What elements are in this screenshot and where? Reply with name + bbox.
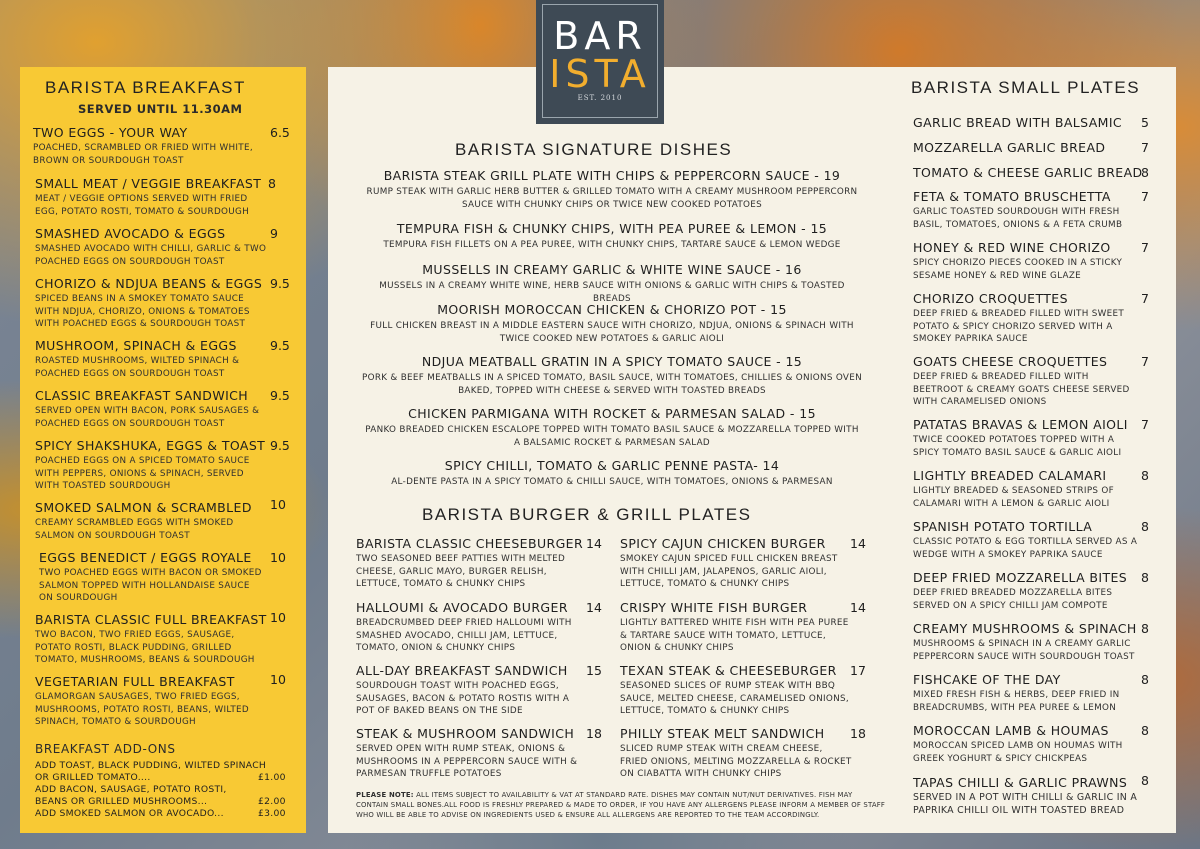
breakfast-item-price: 10 — [270, 497, 286, 512]
small-item-desc: GARLIC TOASTED SOURDOUGH WITH FRESH BASIL, TOMATOES, ONIONS & A FETA CRUMB — [913, 207, 1123, 230]
breakfast-item-desc: MEAT / VEGGIE OPTIONS SERVED WITH FRIED EGG, POTATO ROSTI, TOMATO & SOURDOUGH — [35, 194, 250, 217]
signature-item-name: SPICY CHILLI, TOMATO & GARLIC PENNE PASTA- 14 — [444, 458, 780, 473]
breakfast-item-desc: SMASHED AVOCADO WITH CHILLI, GARLIC & TWO POACHED EGGS ON SOURDOUGH TOAST — [35, 244, 267, 267]
breakfast-item-price: 9.5 — [270, 438, 290, 453]
addon-line: ADD BACON, SAUSAGE, POTATO ROSTI, — [35, 784, 227, 795]
signature-item-desc: PANKO BREADED CHICKEN ESCALOPE TOPPED WITH TOMATO BASIL SAUCE & MOZZARELLA TOPPED WITH A BALSAMIC ROCKET & PARMESAN SALAD — [365, 425, 859, 448]
breakfast-item-name: CLASSIC BREAKFAST SANDWICH — [35, 388, 249, 403]
signature-title: BARISTA SIGNATURE DISHES — [455, 140, 733, 159]
addons-title: BREAKFAST ADD-ONS — [35, 742, 176, 756]
burger-item-name: BARISTA CLASSIC CHEESEBURGER — [356, 536, 584, 551]
small-item-name: TOMATO & CHEESE GARLIC BREAD — [913, 165, 1143, 180]
breakfast-item-name: CHORIZO & NDJUA BEANS & EGGS — [35, 276, 263, 291]
breakfast-item-name: BARISTA CLASSIC FULL BREAKFAST — [35, 612, 267, 627]
signature-item-desc: AL-DENTE PASTA IN A SPICY TOMATO & CHILLI SAUCE, WITH TOMATOES, ONIONS & PARMESAN — [391, 477, 833, 487]
small-item-desc: DEEP FRIED BREADED MOZZARELLA BITES SERVED ON A SPICY CHILLI JAM COMPOTE — [913, 588, 1113, 611]
small-item-name: MOROCCAN LAMB & HOUMAS — [913, 723, 1109, 738]
breakfast-item-price: 8 — [268, 176, 276, 191]
burger-item-desc: SMOKEY CAJUN SPICED FULL CHICKEN BREAST WITH CHILLI JAM, JALAPENOS, GARLIC AIOLI, LETTUCE, TOMATO & CHUNKY CHIPS — [620, 554, 838, 590]
burger-item-desc: SOURDOUGH TOAST WITH POACHED EGGS, SAUSAGES, BACON & POTATO ROSTIS WITH A POT OF BAKED BEANS ON THE SIDE — [356, 681, 570, 717]
breakfast-item-desc: SERVED OPEN WITH BACON, PORK SAUSAGES & POACHED EGGS ON SOURDOUGH TOAST — [35, 406, 260, 429]
burger-item-name: PHILLY STEAK MELT SANDWICH — [620, 726, 825, 741]
small-item-price: 7 — [1141, 354, 1149, 369]
small-item-name: MOZZARELLA GARLIC BREAD — [913, 140, 1106, 155]
burger-item-desc: BREADCRUMBED DEEP FRIED HALLOUMI WITH SMASHED AVOCADO, CHILLI JAM, LETTUCE, TOMATO, ONION & CHUNKY CHIPS — [356, 618, 572, 654]
small-item-price: 7 — [1141, 291, 1149, 306]
burger-item-price: 14 — [586, 600, 602, 615]
breakfast-item-price: 9.5 — [270, 276, 290, 291]
small-item-desc: MUSHROOMS & SPINACH IN A CREAMY GARLIC PEPPERCORN SAUCE WITH SOURDOUGH TOAST — [913, 639, 1135, 662]
signature-item-desc: PORK & BEEF MEATBALLS IN A SPICED TOMATO, BASIL SAUCE, WITH TOMATOES, CHILLIES & ONIONS OVEN BAKED, TOPPED WITH CHEESE & SERVED WITH TOASTED BREADS — [362, 373, 862, 396]
signature-item-name: MUSSELLS IN CREAMY GARLIC & WHITE WINE SAUCE - 16 — [422, 262, 802, 277]
small-item-name: CREAMY MUSHROOMS & SPINACH — [913, 621, 1137, 636]
signature-item-desc: RUMP STEAK WITH GARLIC HERB BUTTER & GRILLED TOMATO WITH A CREAMY MUSHROOM PEPPERCORN SAUCE WITH CHUNKY CHIPS OR TWICE NEW COOKED POTATOES — [366, 187, 858, 210]
small-item-desc: SPICY CHORIZO PIECES COOKED IN A STICKY SESAME HONEY & RED WINE GLAZE — [913, 258, 1123, 281]
signature-item-name: TEMPURA FISH & CHUNKY CHIPS, WITH PEA PUREE & LEMON - 15 — [396, 221, 828, 236]
small-item-price: 7 — [1141, 240, 1149, 255]
small-item-name: LIGHTLY BREADED CALAMARI — [913, 468, 1107, 483]
small-item-price: 8 — [1141, 723, 1149, 738]
addon-line: ADD TOAST, BLACK PUDDING, WILTED SPINACH — [35, 760, 267, 771]
breakfast-item-price: 9.5 — [270, 388, 290, 403]
burger-item-price: 14 — [850, 536, 866, 551]
small-item-price: 5 — [1141, 115, 1149, 130]
small-item-desc: MIXED FRESH FISH & HERBS, DEEP FRIED IN BREADCRUMBS, WITH PEA PUREE & LEMON — [913, 690, 1120, 713]
breakfast-item-price: 6.5 — [270, 125, 290, 140]
breakfast-item-desc: POACHED EGGS ON A SPICED TOMATO SAUCE WITH PEPPERS, ONIONS & SPINACH, SERVED WITH TOASTED SOURDOUGH — [35, 456, 250, 492]
small-item-price: 8 — [1141, 773, 1149, 788]
logo-est: EST. 2010 — [577, 94, 623, 102]
breakfast-item-desc: TWO POACHED EGGS WITH BACON OR SMOKED SALMON TOPPED WITH HOLLANDAISE SAUCE ON SOURDOUGH — [39, 568, 262, 604]
breakfast-item-price: 9 — [270, 226, 278, 241]
breakfast-item-name: SMALL MEAT / VEGGIE BREAKFAST — [35, 176, 262, 191]
signature-item-name: BARISTA STEAK GRILL PLATE WITH CHIPS & PEPPERCORN SAUCE - 19 — [383, 168, 841, 183]
small-item-desc: LIGHTLY BREADED & SEASONED STRIPS OF CALAMARI WITH A LEMON & GARLIC AIOLI — [913, 486, 1114, 509]
burger-item-price: 14 — [850, 600, 866, 615]
burger-item-name: STEAK & MUSHROOM SANDWICH — [356, 726, 575, 741]
burger-item-name: TEXAN STEAK & CHEESEBURGER — [620, 663, 837, 678]
addon-line: ADD SMOKED SALMON OR AVOCADO... — [35, 808, 224, 819]
burger-item-desc: SERVED OPEN WITH RUMP STEAK, ONIONS & MUSHROOMS IN A PEPPERCORN SAUCE WITH & PARMESAN TRUFFLE POTATOES — [356, 744, 578, 780]
burger-item-price: 18 — [850, 726, 866, 741]
signature-item-name: MOORISH MOROCCAN CHICKEN & CHORIZO POT - 15 — [437, 302, 787, 317]
burger-item-price: 15 — [586, 663, 602, 678]
small-item-desc: TWICE COOKED POTATOES TOPPED WITH A SPICY TOMATO BASIL SAUCE & GARLIC AIOLI — [913, 435, 1122, 458]
addon-line: BEANS OR GRILLED MUSHROOMS... — [35, 796, 208, 807]
small-item-desc: DEEP FRIED & BREADED FILLED WITH SWEET POTATO & SPICY CHORIZO SERVED WITH A SMOKEY PAPRIKA SAUCE — [913, 309, 1125, 345]
breakfast-item-name: SPICY SHAKSHUKA, EGGS & TOAST — [35, 438, 266, 453]
burger-title: BARISTA BURGER & GRILL PLATES — [422, 505, 752, 524]
breakfast-item-name: MUSHROOM, SPINACH & EGGS — [35, 338, 237, 353]
burger-item-price: 18 — [586, 726, 602, 741]
signature-item-desc: MUSSELS IN A CREAMY WHITE WINE, HERB SAUCE WITH ONIONS & GARLIC WITH CHIPS & TOASTED BREADS — [379, 281, 845, 304]
small-item-name: SPANISH POTATO TORTILLA — [913, 519, 1093, 534]
small-item-price: 7 — [1141, 140, 1149, 155]
small-item-desc: MOROCCAN SPICED LAMB ON HOUMAS WITH GREEK YOGHURT & SPICY CHICKPEAS — [913, 741, 1123, 764]
small-item-name: GARLIC BREAD WITH BALSAMIC — [913, 115, 1123, 130]
breakfast-item-name: EGGS BENEDICT / EGGS ROYALE — [39, 550, 252, 565]
burger-item-price: 17 — [850, 663, 866, 678]
small-item-price: 7 — [1141, 189, 1149, 204]
small-item-name: PATATAS BRAVAS & LEMON AIOLI — [913, 417, 1128, 432]
breakfast-item-price: 9.5 — [270, 338, 290, 353]
burger-item-price: 14 — [586, 536, 602, 551]
burger-item-name: HALLOUMI & AVOCADO BURGER — [356, 600, 568, 615]
breakfast-item-name: VEGETARIAN FULL BREAKFAST — [35, 674, 235, 689]
small-item-name: GOATS CHEESE CROQUETTES — [913, 354, 1108, 369]
small-item-name: FISHCAKE OF THE DAY — [913, 672, 1061, 687]
small-item-name: DEEP FRIED MOZZARELLA BITES — [913, 570, 1128, 585]
breakfast-item-desc: ROASTED MUSHROOMS, WILTED SPINACH & POACHED EGGS ON SOURDOUGH TOAST — [35, 356, 240, 379]
logo-line-2: ISTA — [549, 52, 651, 96]
burger-item-name: CRISPY WHITE FISH BURGER — [620, 600, 808, 615]
small-item-price: 8 — [1141, 621, 1149, 636]
note-text: ALL ITEMS SUBJECT TO AVAILABILITY & VAT AT STANDARD RATE. DISHES MAY CONTAIN NUT/NUT DERIVATIVES. FISH MAY CONTAIN SMALL BONES.ALL FOOD IS FRESHLY PREPARED & MADE TO ORDER, IF YOU HAVE ANY ALLERGENS PLEASE INFORM A MEMBER OF STAFF WHO WILL BE ABLE TO ADVISE ON INGREDIENTS USED & ENSURE ALL ALLERGENS ARE REPORTED TO THE TEAM ACCORDINGLY. — [356, 791, 886, 819]
addon-price: £2.00 — [258, 796, 286, 807]
logo-line-1: BAR — [553, 14, 647, 58]
small-item-name: TAPAS CHILLI & GARLIC PRAWNS — [913, 775, 1128, 790]
small-plates-title: BARISTA SMALL PLATES — [911, 78, 1141, 97]
small-item-price: 8 — [1141, 672, 1149, 687]
addon-price: £1.00 — [258, 772, 286, 783]
small-item-desc: CLASSIC POTATO & EGG TORTILLA SERVED AS A WEDGE WITH A SMOKEY PAPRIKA SAUCE — [913, 537, 1138, 560]
small-item-price: 8 — [1141, 468, 1149, 483]
small-item-name: HONEY & RED WINE CHORIZO — [913, 240, 1111, 255]
small-item-price: 8 — [1141, 165, 1149, 180]
breakfast-title: BARISTA BREAKFAST — [45, 78, 246, 97]
signature-item-name: NDJUA MEATBALL GRATIN IN A SPICY TOMATO SAUCE - 15 — [421, 354, 803, 369]
small-item-desc: DEEP FRIED & BREADED FILLED WITH BEETROOT & CREAMY GOATS CHEESE SERVED WITH CARAMELISED ONIONS — [913, 372, 1130, 408]
burger-item-desc: TWO SEASONED BEEF PATTIES WITH MELTED CHEESE, GARLIC MAYO, BURGER RELISH, LETTUCE, TOMATO & CHUNKY CHIPS — [356, 554, 566, 590]
breakfast-item-name: SMOKED SALMON & SCRAMBLED — [35, 500, 252, 515]
breakfast-item-desc: TWO BACON, TWO FRIED EGGS, SAUSAGE, POTATO ROSTI, BLACK PUDDING, GRILLED TOMATO, MUSHROOMS, BEANS & SOURDOUGH — [35, 630, 255, 666]
small-item-price: 7 — [1141, 417, 1149, 432]
breakfast-item-price: 10 — [270, 550, 286, 565]
breakfast-item-desc: SPICED BEANS IN A SMOKEY TOMATO SAUCE WITH NDJUA, CHORIZO, ONIONS & TOMATOES WITH POACHED EGGS & SOURDOUGH TOAST — [35, 294, 250, 330]
breakfast-item-price: 10 — [270, 610, 286, 625]
burger-item-name: ALL-DAY BREAKFAST SANDWICH — [356, 663, 568, 678]
burger-item-name: SPICY CAJUN CHICKEN BURGER — [620, 536, 826, 551]
signature-item-name: CHICKEN PARMIGANA WITH ROCKET & PARMESAN SALAD - 15 — [408, 406, 816, 421]
barista-logo — [536, 0, 664, 124]
small-item-name: FETA & TOMATO BRUSCHETTA — [913, 189, 1111, 204]
addon-price: £3.00 — [258, 808, 286, 819]
breakfast-item-desc: GLAMORGAN SAUSAGES, TWO FRIED EGGS, MUSHROOMS, POTATO ROSTI, BEANS, WILTED SPINACH, TOMATO & SOURDOUGH — [35, 692, 249, 728]
breakfast-item-desc: POACHED, SCRAMBLED OR FRIED WITH WHITE, BROWN OR SOURDOUGH TOAST — [33, 143, 253, 166]
breakfast-item-name: TWO EGGS - YOUR WAY — [33, 125, 188, 140]
burger-item-desc: SLICED RUMP STEAK WITH CREAM CHEESE, FRIED ONIONS, MELTING MOZZARELLA & ROCKET ON CIABATTA WITH CHUNKY CHIPS — [620, 744, 852, 780]
burger-item-desc: LIGHTLY BATTERED WHITE FISH WITH PEA PUREE & TARTARE SAUCE WITH TOMATO, LETTUCE, ONION & CHUNKY CHIPS — [620, 618, 849, 654]
breakfast-item-desc: CREAMY SCRAMBLED EGGS WITH SMOKED SALMON ON SOURDOUGH TOAST — [35, 518, 234, 541]
small-item-price: 8 — [1141, 519, 1149, 534]
signature-item-desc: TEMPURA FISH FILLETS ON A PEA PUREE, WITH CHUNKY CHIPS, TARTARE SAUCE & LEMON WEDGE — [383, 240, 841, 250]
small-item-desc: SERVED IN A POT WITH CHILLI & GARLIC IN A PAPRIKA CHILLI OIL WITH TOASTED BREAD — [913, 792, 1138, 816]
allergen-note — [356, 790, 886, 820]
breakfast-subtitle: SERVED UNTIL 11.30AM — [78, 102, 243, 116]
signature-item-desc: FULL CHICKEN BREAST IN A MIDDLE EASTERN SAUCE WITH CHORIZO, NDJUA, ONIONS & SPINACH WITH TWICE COOKED NEW POTATOES & GARLIC AIOLI — [370, 321, 854, 344]
addon-line: OR GRILLED TOMATO.... — [35, 772, 151, 783]
note-label: PLEASE NOTE: — [356, 791, 414, 799]
small-item-name: CHORIZO CROQUETTES — [913, 291, 1068, 306]
small-item-price: 8 — [1141, 570, 1149, 585]
breakfast-item-name: SMASHED AVOCADO & EGGS — [35, 226, 226, 241]
breakfast-item-price: 10 — [270, 672, 286, 687]
burger-item-desc: SEASONED SLICES OF RUMP STEAK WITH BBQ SAUCE, MELTED CHEESE, CARAMELISED ONIONS, LETTUCE, TOMATO & CHUNKY CHIPS — [620, 681, 850, 717]
